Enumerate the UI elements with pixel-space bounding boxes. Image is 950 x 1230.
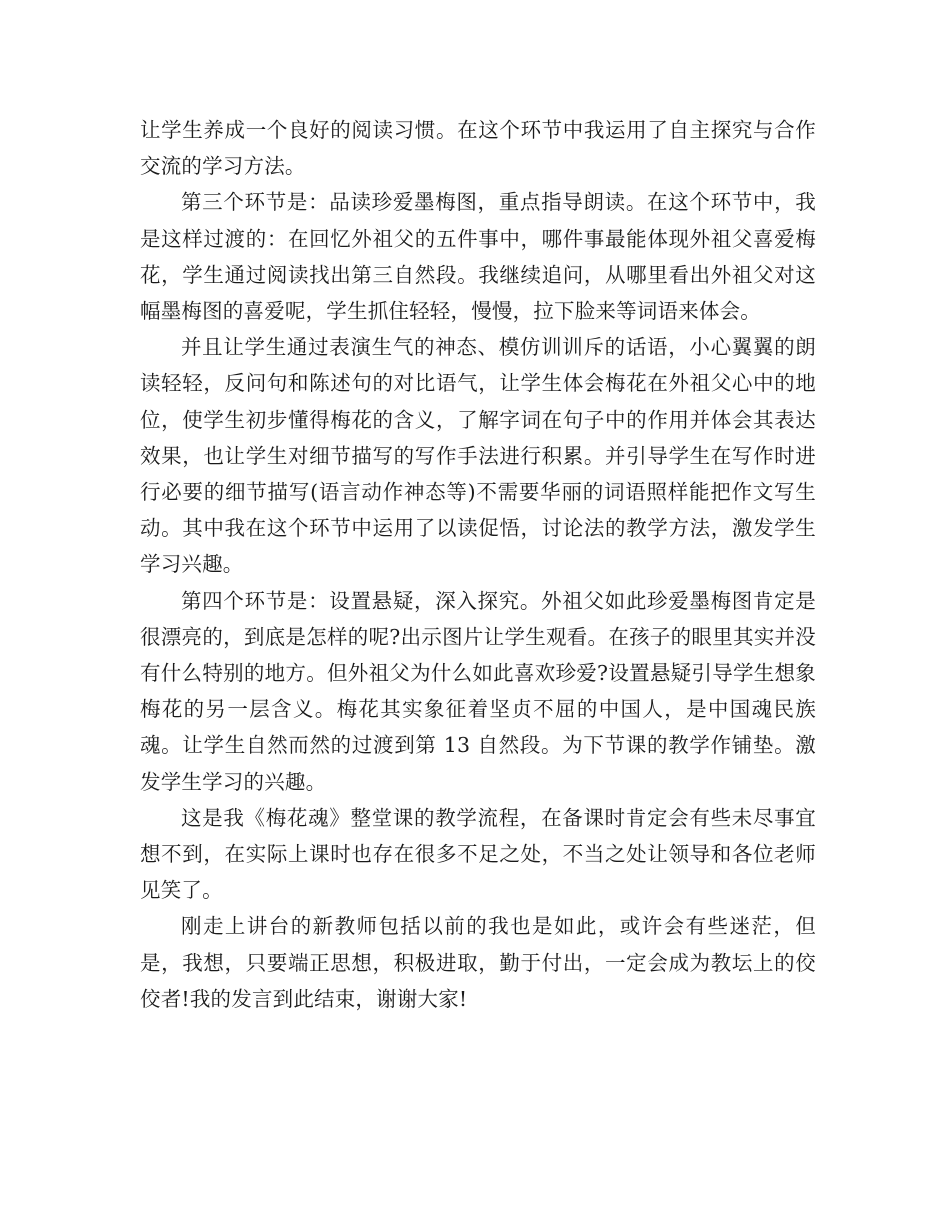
document-body [140, 112, 816, 1017]
paragraph: 这是我《梅花魂》整堂课的教学流程，在备课时肯定会有些未尽事宜想不到，在实际上课时也存在很多不足之处，不当之处让领导和各位老师见笑了。 [140, 805, 816, 903]
paragraph: 刚走上讲台的新教师包括以前的我也是如此，或许会有些迷茫，但是，我想，只要端正思想，积极进取，勤于付出，一定会成为教坛上的佼佼者!我的发言到此结束，谢谢大家! [140, 914, 816, 1011]
paragraph: 第四个环节是：设置悬疑，深入探究。外祖父如此珍爱墨梅图肯定是很漂亮的，到底是怎样的呢?出示图片让学生观看。在孩子的眼里其实并没有什么特别的地方。但外祖父为什么如此喜欢珍爱?设置悬疑引导学生想象梅花的另一层含义。梅花其实象征着坚贞不屈的中国人，是中国魂民族魂。让学生自然而然的过渡到第 13 自然段。为下节课的教学作铺垫。激发学生学习的兴趣。 [140, 588, 816, 794]
paragraph: 并且让学生通过表演生气的神态、模仿训训斥的话语，小心翼翼的朗读轻轻，反问句和陈述句的对比语气，让学生体会梅花在外祖父心中的地位，使学生初步懂得梅花的含义，了解字词在句子中的作用并体会其表达效果，也让学生对细节描写的写作手法进行积累。并引导学生在写作时进行必要的细节描写(语言动作神态等)不需要华丽的词语照样能把作文写生动。其中我在这个环节中运用了以读促悟，讨论法的教学方法，激发学生学习兴趣。 [140, 335, 816, 577]
paragraph: 第三个环节是：品读珍爱墨梅图，重点指导朗读。在这个环节中，我是这样过渡的：在回忆外祖父的五件事中，哪件事最能体现外祖父喜爱梅花，学生通过阅读找出第三自然段。我继续追问，从哪里看出外祖父对这幅墨梅图的喜爱呢，学生抓住轻轻，慢慢，拉下脸来等词语来体会。 [140, 190, 816, 324]
paragraph: 让学生养成一个良好的阅读习惯。在这个环节中我运用了自主探究与合作交流的学习方法。 [140, 118, 816, 179]
